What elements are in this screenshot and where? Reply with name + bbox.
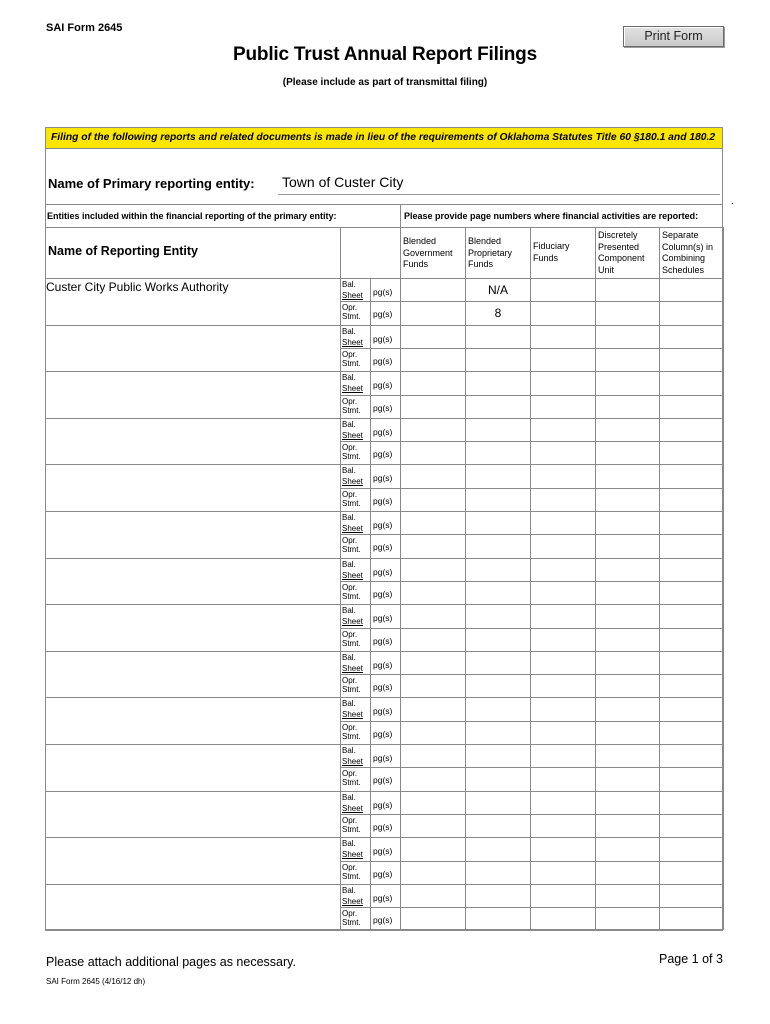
bal-label: Bal. [342, 885, 356, 895]
opr-label: Opr. [342, 862, 358, 872]
reporting-entity-name-field[interactable] [46, 793, 338, 837]
opr-label: Opr. [342, 303, 358, 313]
row-mid-rule [340, 628, 723, 629]
table-vline-col-1 [530, 227, 531, 930]
row-rule [45, 558, 723, 559]
pgs-label: pg(s) [373, 287, 393, 297]
opr-label: Opr. [342, 629, 358, 639]
reporting-entity-name-field[interactable]: Custer City Public Works Authority [46, 280, 229, 294]
row-mid-rule [340, 488, 723, 489]
page-number: Page 1 of 3 [659, 952, 723, 966]
bal-label: Bal. [342, 652, 356, 662]
row-rule [45, 604, 723, 605]
sheet-label: Sheet [342, 524, 363, 533]
stmt-label: Stmt. [342, 591, 361, 601]
reporting-entity-name-field[interactable] [46, 373, 338, 417]
pgs-label: pg(s) [373, 333, 393, 344]
stmt-label: Stmt. [342, 638, 361, 648]
pgs-label: pg(s) [373, 309, 393, 320]
sheet-label: Sheet [342, 617, 363, 627]
primary-entity-underline [278, 194, 720, 195]
primary-entity-field[interactable]: Town of Custer City [282, 174, 404, 190]
reporting-entity-name-field[interactable] [46, 466, 338, 510]
sheet-label: Sheet [342, 477, 363, 487]
pgs-label: pg(s) [373, 426, 393, 437]
pgs-label: pg(s) [373, 892, 393, 903]
pgs-label: pg(s) [373, 613, 393, 624]
table-vline-col-2 [595, 227, 596, 930]
table-bottom-rule [45, 930, 723, 931]
sheet-label: Sheet [342, 803, 363, 813]
sheet-label: Sheet [342, 896, 363, 906]
opr-label: Opr. [342, 769, 358, 779]
row-rule [45, 511, 723, 512]
stmt-label: Stmt. [342, 824, 361, 834]
bal-label: Bal. [342, 373, 356, 383]
bal-label: Bal. [342, 746, 356, 755]
reporting-entity-name-field[interactable] [46, 327, 338, 371]
row-mid-rule [340, 767, 723, 768]
sheet-label: Sheet [342, 337, 363, 347]
table-vline-1 [340, 227, 341, 930]
sheet-label: Sheet [342, 430, 363, 440]
pgs-label: pg(s) [373, 566, 393, 577]
sheet-label: Sheet [342, 850, 363, 860]
stmt-label: Stmt. [342, 312, 361, 322]
column-header-2: Fiduciary Funds [533, 241, 570, 263]
reporting-entity-name-field[interactable] [46, 560, 338, 604]
form-revision: SAI Form 2645 (4/16/12 dh) [46, 977, 146, 986]
sheet-label: Sheet [342, 663, 363, 673]
pgs-label: pg(s) [373, 402, 393, 413]
bal-sheet-page-field[interactable]: N/A [487, 283, 508, 297]
bal-label: Bal. [342, 699, 356, 709]
sheet-label: Sheet [342, 570, 363, 580]
stray-dot: . [731, 196, 734, 207]
pgs-label: pg(s) [373, 868, 393, 879]
row-rule [45, 418, 723, 419]
bal-label: Bal. [342, 466, 356, 476]
reporting-entity-name-field[interactable] [46, 513, 338, 557]
opr-label: Opr. [342, 536, 358, 546]
pgs-label: pg(s) [373, 473, 393, 484]
row-mid-rule [340, 395, 723, 396]
pgs-label: pg(s) [373, 728, 393, 739]
reporting-entity-name-field[interactable] [46, 653, 338, 697]
stmt-label: Stmt. [342, 545, 361, 555]
column-header-4: Separate Column(s) in Combining Schedules [662, 230, 714, 275]
pgs-label: pg(s) [373, 355, 393, 366]
bal-label: Bal. [342, 792, 356, 802]
bal-label: Bal. [342, 326, 356, 336]
entities-included-header: Entities included within the financial reporting of the primary entity: [47, 211, 337, 221]
footer-note: Please attach additional pages as necessary. [46, 955, 296, 969]
row-rule [45, 837, 723, 838]
reporting-entity-name-field[interactable] [46, 420, 338, 464]
pgs-label: pg(s) [373, 380, 393, 391]
row-mid-rule [340, 348, 723, 349]
column-header-1: Blended Proprietary Funds [468, 236, 513, 269]
form-id: SAI Form 2645 [46, 22, 123, 34]
row-mid-rule [340, 861, 723, 862]
column-header-0: Blended Government Funds [403, 236, 453, 269]
table-top-rule [45, 204, 723, 205]
table-column-header-rule [45, 278, 723, 279]
pgs-label: pg(s) [373, 542, 393, 553]
row-rule [45, 791, 723, 792]
stmt-label: Stmt. [342, 452, 361, 462]
pgs-label: pg(s) [373, 753, 393, 763]
stmt-label: Stmt. [342, 405, 361, 415]
table-vline-col-4 [723, 227, 724, 930]
opr-label: Opr. [342, 396, 358, 406]
sheet-label: Sheet [342, 384, 363, 394]
row-mid-rule [340, 301, 723, 302]
pgs-label: pg(s) [373, 520, 393, 530]
header-divider [400, 204, 401, 227]
opr-label: Opr. [342, 722, 358, 732]
row-rule [45, 464, 723, 465]
table-header-rule [45, 227, 723, 228]
row-mid-rule [340, 721, 723, 722]
sheet-label: Sheet [342, 291, 363, 300]
opr-label: Opr. [342, 815, 358, 825]
page-subtitle: (Please include as part of transmittal filing) [282, 77, 488, 88]
print-form-button[interactable]: Print Form [623, 26, 724, 47]
row-rule [45, 884, 723, 885]
bal-label: Bal. [342, 606, 356, 616]
page-title: Public Trust Annual Report Filings [233, 44, 537, 65]
stmt-label: Stmt. [342, 685, 361, 695]
row-mid-rule [340, 814, 723, 815]
pgs-label: pg(s) [373, 846, 393, 857]
row-rule [45, 371, 723, 372]
row-mid-rule [340, 674, 723, 675]
primary-entity-label: Name of Primary reporting entity: [48, 176, 255, 191]
pgs-label: pg(s) [373, 915, 393, 926]
table-vline-col-0 [465, 227, 466, 930]
reporting-entity-name-field[interactable] [46, 839, 338, 883]
pgs-label: pg(s) [373, 682, 393, 693]
pgs-label: pg(s) [373, 706, 393, 717]
reporting-entity-name-field[interactable] [46, 606, 338, 650]
stmt-label: Stmt. [342, 731, 361, 741]
statute-banner: Filing of the following reports and related documents is made in lieu of the requirements of Oklahoma Statutes Title 60 §180.1 and 180.2 [45, 127, 723, 149]
row-mid-rule [340, 907, 723, 908]
opr-label: Opr. [342, 349, 358, 359]
sheet-label: Sheet [342, 710, 363, 720]
bal-label: Bal. [342, 559, 356, 569]
table-vline-col-3 [659, 227, 660, 930]
bal-label: Bal. [342, 419, 356, 429]
row-rule [45, 697, 723, 698]
sheet-label: Sheet [342, 757, 363, 766]
opr-label: Opr. [342, 443, 358, 453]
row-mid-rule [340, 441, 723, 442]
opr-stmt-page-field[interactable]: 8 [494, 306, 502, 321]
pgs-label: pg(s) [373, 635, 393, 646]
reporting-entity-name-field[interactable] [46, 699, 338, 743]
opr-label: Opr. [342, 489, 358, 499]
bal-label: Bal. [342, 280, 356, 289]
reporting-entity-name-field[interactable] [46, 886, 338, 930]
pgs-label: pg(s) [373, 775, 393, 786]
stmt-label: Stmt. [342, 358, 361, 368]
row-mid-rule [340, 534, 723, 535]
column-header-3: Discretely Presented Component Unit [598, 230, 645, 275]
opr-label: Opr. [342, 676, 358, 686]
row-rule [45, 651, 723, 652]
row-mid-rule [340, 581, 723, 582]
stmt-label: Stmt. [342, 918, 361, 928]
pgs-label: pg(s) [373, 821, 393, 832]
opr-label: Opr. [342, 909, 358, 919]
pgs-label: pg(s) [373, 799, 393, 810]
reporting-entity-name-header: Name of Reporting Entity [48, 244, 199, 258]
table-vline-2 [400, 227, 401, 930]
pgs-label: pg(s) [373, 588, 393, 599]
row-rule [45, 325, 723, 326]
pgs-label: pg(s) [373, 449, 393, 460]
stmt-label: Stmt. [342, 871, 361, 881]
reporting-entity-name-field[interactable] [46, 746, 338, 790]
stmt-label: Stmt. [342, 498, 361, 508]
page-numbers-header: Please provide page numbers where financial activities are reported: [404, 211, 699, 221]
stmt-label: Stmt. [342, 778, 361, 788]
row-rule [45, 744, 723, 745]
opr-label: Opr. [342, 582, 358, 592]
pgs-label: pg(s) [373, 659, 393, 670]
bal-label: Bal. [342, 513, 356, 522]
bal-label: Bal. [342, 839, 356, 849]
pgs-label: pg(s) [373, 495, 393, 506]
